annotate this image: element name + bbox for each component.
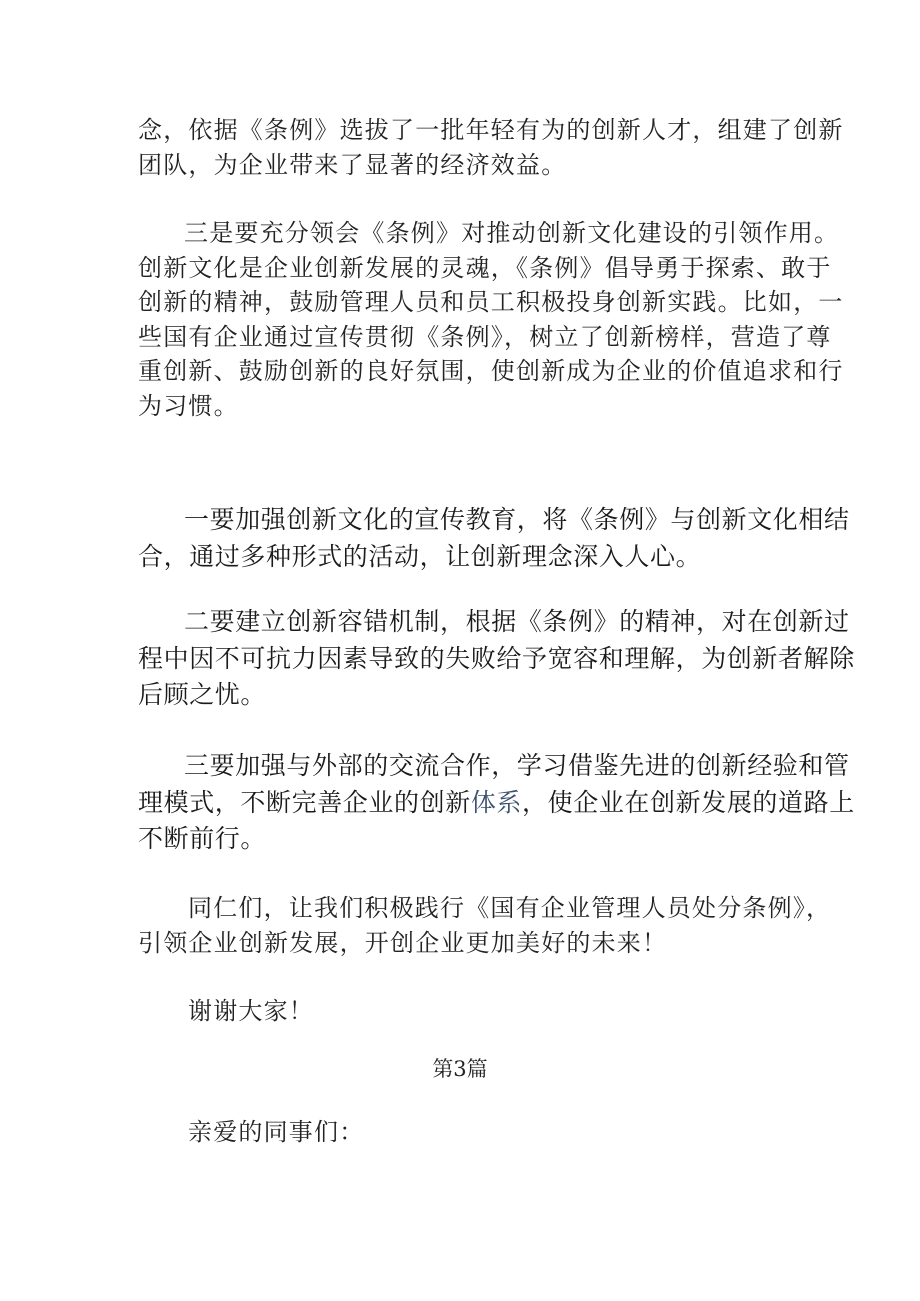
text-line: 同仁们，让我们积极践行《国有企业管理人员处分条例》， (188, 894, 832, 922)
text-line: 程中因不可抗力因素导致的失败给予宽容和理解，为创新者解除 (138, 643, 855, 673)
paragraph-point-three (138, 216, 844, 423)
text-line: 后顾之忧。 (138, 680, 267, 709)
text-line: 不断前行。 (138, 824, 267, 853)
text-line: 谢谢大家！ (188, 997, 314, 1025)
text-line: 三是要充分领会《条例》对推动创新文化建设的引领作用。 (184, 219, 840, 247)
text-line: 引领企业创新发展，开创企业更加美好的未来！ (138, 928, 668, 957)
text-line: 为习惯。 (138, 391, 239, 420)
text-line: 创新文化是企业创新发展的灵魂，《条例》倡导勇于探索、敢于 (138, 253, 832, 282)
text-line: 二要建立创新容错机制，根据《条例》的精神，对在创新过 (184, 607, 850, 636)
text-line: 一要加强创新文化的宣传教育，将《条例》与创新文化相结 (184, 505, 850, 534)
text-line: 合，通过多种形式的活动，让创新理念深入人心。 (138, 541, 702, 571)
paragraph-measure-two (138, 604, 855, 714)
text-line: 亲爱的同事们： (188, 1118, 365, 1146)
paragraph-thanks (138, 994, 788, 1029)
text-line: 念，依据《条例》选拔了一批年轻有为的创新人才，组建了创新 (138, 116, 844, 144)
text-line: 创新的精神，鼓励管理人员和员工积极投身创新实践。比如，一 (138, 288, 844, 316)
text-line: 团队，为企业带来了显著的经济效益。 (138, 150, 567, 179)
paragraph-continuation (138, 113, 844, 182)
paragraph-measure-three (138, 748, 855, 858)
text-line: 三要加强与外部的交流合作，学习借鉴先进的创新经验和管 (184, 751, 850, 780)
text-line: 些国有企业通过宣传贯彻《条例》，树立了创新榜样，营造了尊 (138, 322, 832, 351)
section-heading: 第3篇 (432, 1057, 488, 1081)
text-line: 重创新、鼓励创新的良好氛围，使创新成为企业的价值追求和行 (138, 357, 844, 385)
paragraph-salutation (138, 1115, 788, 1150)
text-segment: 理模式，不断完善企业的创新 (138, 787, 471, 817)
text-segment: ，使企业在创新发展的道路上 (522, 787, 855, 817)
text-line (138, 785, 855, 822)
highlighted-term: 体系 (470, 787, 523, 817)
paragraph-closing-call (138, 891, 832, 960)
paragraph-measure-one (138, 502, 850, 575)
